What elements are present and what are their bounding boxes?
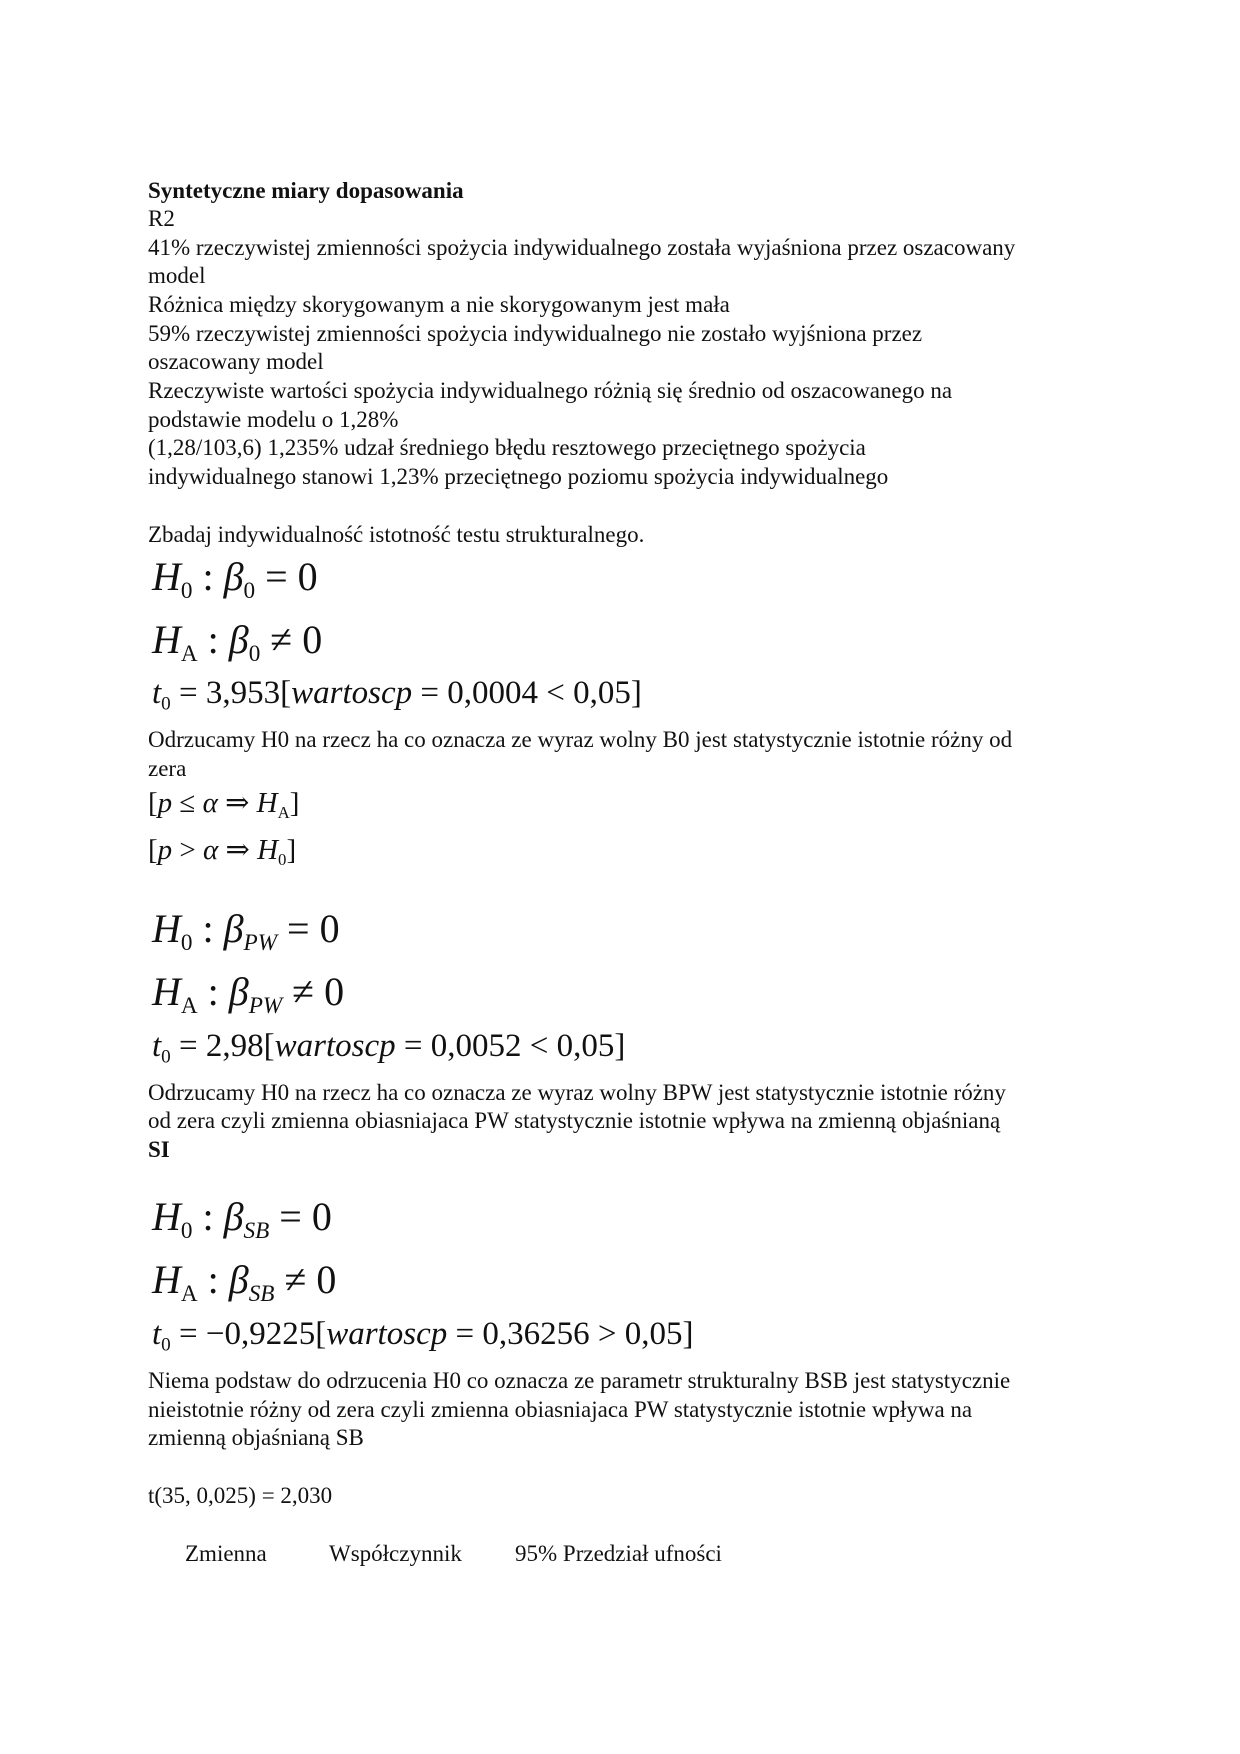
hypothesis-ha: $H_A$ : $\beta_{PW} \ne 0$ <box>152 969 345 1020</box>
conclusion-line: Odrzucamy H0 na rzecz ha co oznacza ze wyraz wolny BPW jest statystycznie istotnie różny <box>148 1080 1006 1105</box>
r2-line: (1,28/103,6) 1,235% udzał średniego błędu resztowego przeciętnego spożycia <box>148 435 866 460</box>
conclusion-line: nieistotnie różny od zera czyli zmienna obiasniajaca PW statystycznie istotnie wpływa na <box>148 1397 973 1422</box>
hypothesis-ha: $H_A$ : $\beta_0 \ne 0$ <box>152 617 323 668</box>
r2-line: Różnica między skorygowanym a nie skorygowanym jest mała <box>148 292 730 317</box>
conclusion-line: Odrzucamy H0 na rzecz ha co oznacza ze wyraz wolny B0 jest statystycznie istotnie różny od <box>148 727 1013 752</box>
conclusion-line: Niema podstaw do odrzucenia H0 co oznacza ze parametr strukturalny BSB jest statystycznie <box>148 1368 1011 1393</box>
hypothesis-h0: $H_0$ : $\beta_0 = 0$ <box>152 554 318 605</box>
hypothesis-h0: $H_0$ : $\beta_{SB} = 0$ <box>152 1194 332 1245</box>
hypothesis-h0: $H_0$ : $\beta_{PW} = 0$ <box>152 906 340 957</box>
r2-line: indywidualnego stanowi 1,23% przeciętnego poziomu spożycia indywidualnego <box>148 464 889 489</box>
r2-line: 41% rzeczywistej zmienności spożycia indywidualnego została wyjaśniona przez oszacowany <box>148 235 1016 260</box>
r2-line: oszacowany model <box>148 349 324 374</box>
decision-rule-accept: [p > α ⇒ $H_0$] <box>148 834 297 869</box>
table-header-coefficient: Współczynnik <box>329 1541 462 1566</box>
t-statistic: $t_0$ = −0,9225[wartoscp = 0,36256 > 0,05] <box>152 1316 694 1356</box>
r2-label: R2 <box>148 206 175 231</box>
critical-value: t(35, 0,025) = 2,030 <box>148 1483 333 1508</box>
t-statistic: $t_0$ = 2,98[wartoscp = 0,0052 < 0,05] <box>152 1028 626 1068</box>
decision-rule-reject: [p ≤ α ⇒ $H_A$] <box>148 787 300 822</box>
t-statistic: $t_0$ = 3,953[wartoscp = 0,0004 < 0,05] <box>152 675 642 715</box>
section-title: Syntetyczne miary dopasowania <box>148 178 464 203</box>
r2-line: model <box>148 263 206 288</box>
conclusion-line: od zera czyli zmienna obiasniajaca PW statystycznie istotnie wpływa na zmienną objaśnianą <box>148 1108 1001 1133</box>
table-header-variable: Zmienna <box>185 1541 267 1566</box>
r2-line: 59% rzeczywistej zmienności spożycia indywidualnego nie zostało wyjśniona przez <box>148 321 923 346</box>
r2-line: podstawie modelu o 1,28% <box>148 407 399 432</box>
conclusion-line: zera <box>148 756 187 781</box>
conclusion-line: SI <box>148 1137 170 1162</box>
test-intro: Zbadaj indywidualność istotność testu strukturalnego. <box>148 522 645 547</box>
conclusion-line: zmienną objaśnianą SB <box>148 1425 364 1450</box>
hypothesis-ha: $H_A$ : $\beta_{SB} \ne 0$ <box>152 1257 337 1308</box>
r2-line: Rzeczywiste wartości spożycia indywidualnego różnią się średnio od oszacowanego na <box>148 378 953 403</box>
table-header-confidence-interval: 95% Przedział ufności <box>515 1541 722 1566</box>
